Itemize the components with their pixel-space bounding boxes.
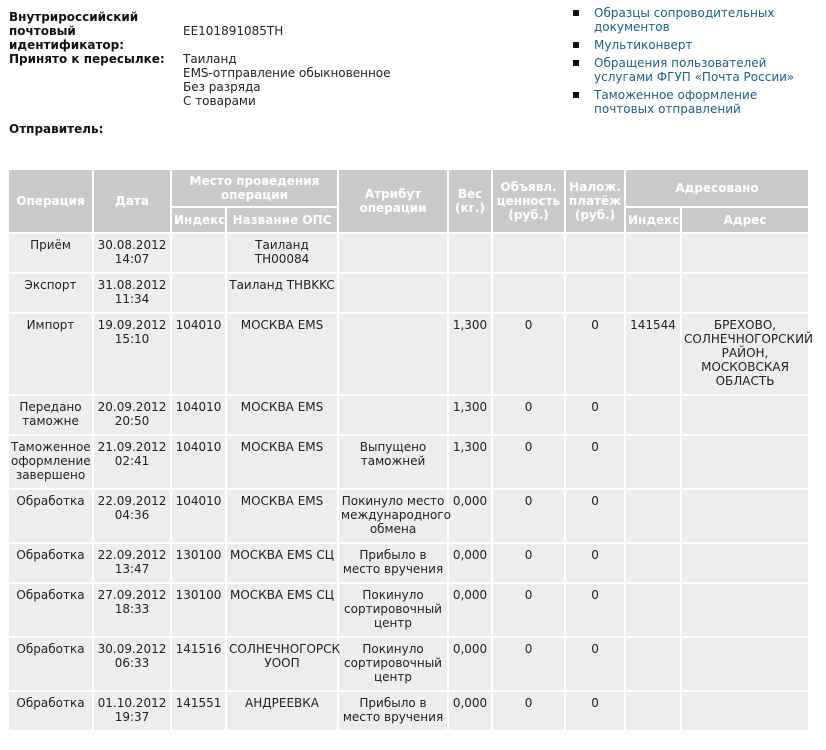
cell-date: 22.09.2012 04:36 (93, 489, 171, 543)
cell-index: 130100 (171, 543, 226, 583)
link-multienvelope[interactable]: Мультиконверт (594, 38, 693, 52)
link-item (572, 88, 812, 116)
postal-id-row (9, 10, 429, 52)
header-date: Дата (93, 169, 171, 233)
table-row (8, 489, 809, 543)
cell-weight: 1,300 (448, 313, 492, 395)
cell-address (681, 233, 809, 273)
cell-date: 27.09.2012 18:33 (93, 583, 171, 637)
cell-date: 30.09.2012 06:33 (93, 637, 171, 691)
cell-date: 01.10.2012 19:37 (93, 691, 171, 731)
cell-declared-value: 0 (492, 691, 565, 731)
cell-address: БРЕХОВО, СОЛНЕЧНОГОРСКИЙ РАЙОН, МОСКОВСКАЯ ОБЛАСТЬ (681, 313, 809, 395)
cell-weight (448, 233, 492, 273)
accepted-label: Принято к пересылке: (9, 52, 165, 66)
postal-id-value: EE101891085TH (183, 24, 284, 38)
cell-address (681, 395, 809, 435)
cell-cod (565, 273, 625, 313)
table-row (8, 313, 809, 395)
link-item (572, 6, 812, 34)
accepted-line: Без разряда (183, 80, 261, 94)
cell-cod: 0 (565, 583, 625, 637)
cell-weight: 1,300 (448, 435, 492, 489)
cell-cod: 0 (565, 489, 625, 543)
square-bullet-icon (573, 42, 579, 48)
cell-index: 104010 (171, 435, 226, 489)
square-bullet-icon (573, 92, 579, 98)
table-row (8, 691, 809, 731)
header-declared-value: Объявл. ценность (руб.) (492, 169, 565, 233)
cell-weight: 0,000 (448, 691, 492, 731)
tracking-table (7, 168, 814, 732)
cell-addr-index (625, 543, 681, 583)
cell-index: 104010 (171, 395, 226, 435)
table-row (8, 543, 809, 583)
table-row (8, 435, 809, 489)
cell-office-name: МОСКВА EMS (226, 395, 338, 435)
cell-date: 22.09.2012 13:47 (93, 543, 171, 583)
accepted-line: С товарами (183, 94, 256, 108)
cell-addr-index (625, 489, 681, 543)
header-addressed: Адресовано (625, 169, 809, 207)
sender-row (9, 122, 103, 136)
cell-attribute: Покинуло сортировочный центр (338, 583, 448, 637)
cell-declared-value: 0 (492, 489, 565, 543)
cell-operation: Обработка (8, 543, 93, 583)
cell-operation: Экспорт (8, 273, 93, 313)
cell-weight: 0,000 (448, 637, 492, 691)
cell-operation: Таможенное оформление завершено (8, 435, 93, 489)
cell-cod: 0 (565, 543, 625, 583)
cell-operation: Обработка (8, 637, 93, 691)
cell-date: 20.09.2012 20:50 (93, 395, 171, 435)
cell-cod: 0 (565, 395, 625, 435)
cell-office-name: СОЛНЕЧНОГОРСК УООП (226, 637, 338, 691)
table-row (8, 583, 809, 637)
cell-index (171, 233, 226, 273)
header-cod: Налож. платёж (руб.) (565, 169, 625, 233)
cell-office-name: МОСКВА EMS СЦ (226, 543, 338, 583)
cell-date: 31.08.2012 11:34 (93, 273, 171, 313)
cell-addr-index (625, 435, 681, 489)
table-row (8, 273, 809, 313)
postal-id-label: Внутрироссийский почтовый идентификатор: (9, 10, 139, 52)
cell-weight: 0,000 (448, 543, 492, 583)
cell-cod: 0 (565, 313, 625, 395)
cell-operation: Передано таможне (8, 395, 93, 435)
cell-office-name: АНДРЕЕВКА (226, 691, 338, 731)
cell-declared-value (492, 273, 565, 313)
cell-address (681, 691, 809, 731)
cell-attribute: Прибыло в место вручения (338, 543, 448, 583)
cell-operation: Приём (8, 233, 93, 273)
cell-operation: Обработка (8, 691, 93, 731)
cell-address (681, 637, 809, 691)
header-attribute: Атрибут операции (338, 169, 448, 233)
cell-office-name: МОСКВА EMS (226, 313, 338, 395)
cell-attribute: Выпущено таможней (338, 435, 448, 489)
cell-declared-value: 0 (492, 583, 565, 637)
link-item (572, 56, 812, 84)
cell-attribute: Покинуло сортировочный центр (338, 637, 448, 691)
cell-office-name: МОСКВА EMS СЦ (226, 583, 338, 637)
cell-addr-index (625, 273, 681, 313)
cell-declared-value: 0 (492, 543, 565, 583)
related-links (572, 6, 812, 120)
cell-cod: 0 (565, 691, 625, 731)
sender-label: Отправитель: (9, 122, 104, 136)
cell-weight: 0,000 (448, 583, 492, 637)
link-user-appeals[interactable]: Обращения пользователей услугами ФГУП «Почта России» (594, 56, 795, 84)
cell-addr-index (625, 637, 681, 691)
cell-office-name: Таиланд TH00084 (226, 233, 338, 273)
cell-attribute (338, 273, 448, 313)
cell-addr-index (625, 583, 681, 637)
cell-address (681, 435, 809, 489)
cell-index: 141516 (171, 637, 226, 691)
cell-declared-value: 0 (492, 395, 565, 435)
cell-attribute: Прибыло в место вручения (338, 691, 448, 731)
cell-date: 30.08.2012 14:07 (93, 233, 171, 273)
cell-declared-value: 0 (492, 313, 565, 395)
accepted-details (183, 52, 391, 108)
cell-date: 21.09.2012 02:41 (93, 435, 171, 489)
cell-address (681, 489, 809, 543)
cell-address (681, 583, 809, 637)
table-row (8, 233, 809, 273)
cell-address (681, 273, 809, 313)
header-addr-address: Адрес (681, 207, 809, 233)
accepted-line: EMS-отправление обыкновенное (183, 66, 391, 80)
cell-declared-value: 0 (492, 637, 565, 691)
link-sample-documents[interactable]: Образцы сопроводительных документов (594, 6, 775, 34)
link-customs-clearance[interactable]: Таможенное оформление почтовых отправлений (594, 88, 758, 116)
cell-operation: Обработка (8, 583, 93, 637)
cell-attribute (338, 233, 448, 273)
cell-date: 19.09.2012 15:10 (93, 313, 171, 395)
cell-index: 104010 (171, 489, 226, 543)
cell-addr-index: 141544 (625, 313, 681, 395)
header-place: Место проведения операции (171, 169, 338, 207)
cell-cod (565, 233, 625, 273)
cell-attribute (338, 313, 448, 395)
table-row (8, 637, 809, 691)
header-place-index: Индекс (171, 207, 226, 233)
cell-addr-index (625, 233, 681, 273)
cell-index: 104010 (171, 313, 226, 395)
cell-operation: Импорт (8, 313, 93, 395)
header-place-name: Название ОПС (226, 207, 338, 233)
cell-address (681, 543, 809, 583)
cell-declared-value: 0 (492, 435, 565, 489)
cell-weight (448, 273, 492, 313)
cell-cod: 0 (565, 637, 625, 691)
cell-attribute: Покинуло место международного обмена (338, 489, 448, 543)
cell-office-name: МОСКВА EMS (226, 435, 338, 489)
cell-declared-value (492, 233, 565, 273)
cell-operation: Обработка (8, 489, 93, 543)
header-operation: Операция (8, 169, 93, 233)
table-row (8, 395, 809, 435)
cell-index (171, 273, 226, 313)
header-weight: Вес (кг.) (448, 169, 492, 233)
link-item (572, 38, 812, 52)
cell-cod: 0 (565, 435, 625, 489)
cell-office-name: Таиланд THBKKC (226, 273, 338, 313)
cell-weight: 1,300 (448, 395, 492, 435)
header-addr-index: Индекс (625, 207, 681, 233)
cell-index: 130100 (171, 583, 226, 637)
cell-addr-index (625, 691, 681, 731)
cell-attribute (338, 395, 448, 435)
accepted-row (9, 52, 429, 108)
square-bullet-icon (573, 60, 579, 66)
cell-index: 141551 (171, 691, 226, 731)
square-bullet-icon (573, 10, 579, 16)
cell-office-name: МОСКВА EMS (226, 489, 338, 543)
accepted-line: Таиланд (183, 52, 237, 66)
cell-weight: 0,000 (448, 489, 492, 543)
cell-addr-index (625, 395, 681, 435)
